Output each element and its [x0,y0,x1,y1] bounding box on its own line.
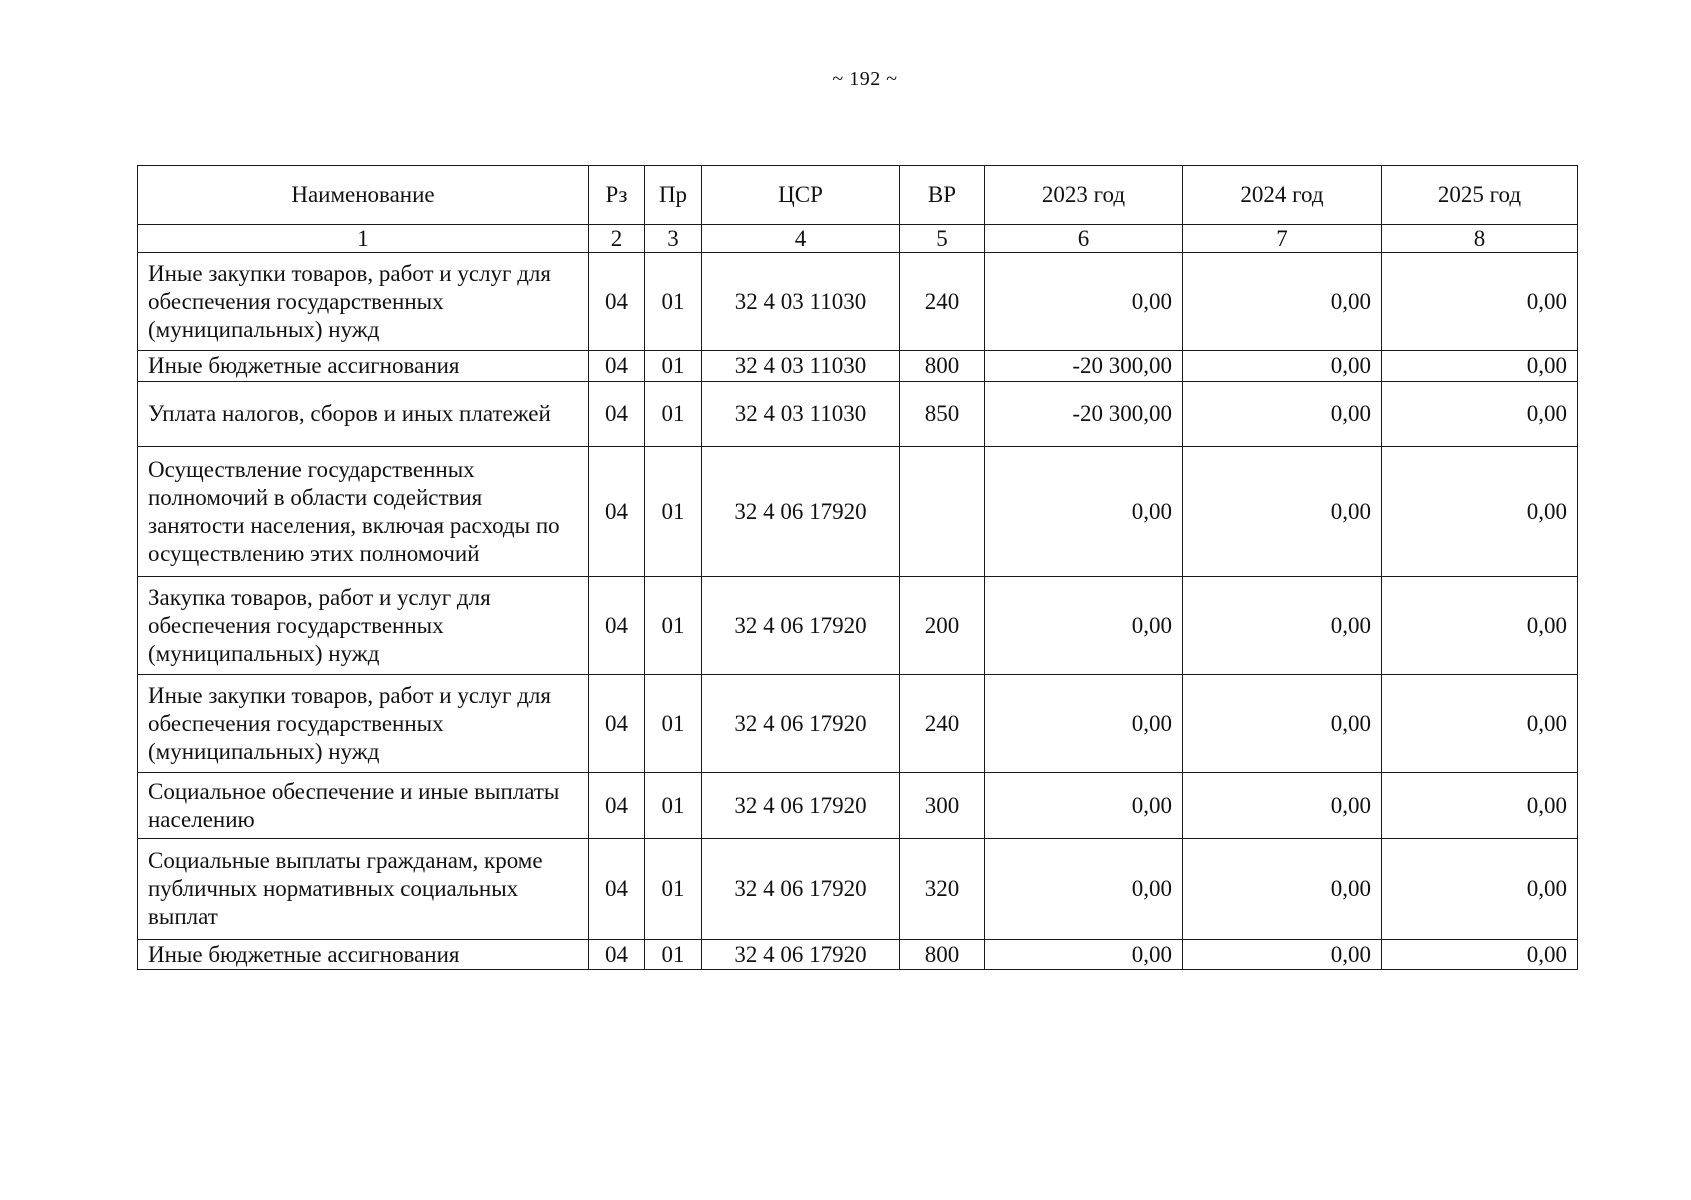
table-row [138,382,1578,447]
header-year-2023: 2023 год [985,166,1183,225]
row-rz: 04 [589,675,645,773]
row-name: Социальные выплаты гражданам, кроме публичных нормативных социальных выплат [138,839,589,940]
row-csr: 32 4 06 17920 [702,577,900,675]
row-rz: 04 [589,773,645,839]
row-csr: 32 4 03 11030 [702,351,900,382]
row-vr [900,447,985,577]
header-rz: Рз [589,166,645,225]
header-vr: ВР [900,166,985,225]
column-number: 3 [645,225,702,253]
row-csr: 32 4 06 17920 [702,839,900,940]
table-row [138,577,1578,675]
row-year-2024: 0,00 [1183,839,1382,940]
row-name: Иные закупки товаров, работ и услуг для обеспечения государственных (муниципальных) нужд [138,253,589,351]
row-year-2023: 0,00 [985,577,1183,675]
header-year-2025: 2025 год [1382,166,1578,225]
row-pr: 01 [645,351,702,382]
row-pr: 01 [645,447,702,577]
row-csr: 32 4 03 11030 [702,253,900,351]
table-row [138,253,1578,351]
header-year-2024: 2024 год [1183,166,1382,225]
row-year-2023: 0,00 [985,940,1183,970]
row-pr: 01 [645,253,702,351]
column-number: 6 [985,225,1183,253]
row-year-2023: 0,00 [985,447,1183,577]
column-number-row [138,225,1578,253]
column-number: 1 [138,225,589,253]
row-vr: 300 [900,773,985,839]
table-row [138,447,1578,577]
row-year-2024: 0,00 [1183,447,1382,577]
row-vr: 800 [900,940,985,970]
row-year-2023: 0,00 [985,839,1183,940]
row-name: Иные бюджетные ассигнования [138,940,589,970]
row-year-2023: 0,00 [985,253,1183,351]
row-rz: 04 [589,839,645,940]
row-year-2025: 0,00 [1382,351,1578,382]
row-name: Социальное обеспечение и иные выплаты населению [138,773,589,839]
table-row [138,940,1578,970]
row-csr: 32 4 03 11030 [702,382,900,447]
budget-table [137,165,1578,970]
row-year-2024: 0,00 [1183,773,1382,839]
column-number: 2 [589,225,645,253]
row-vr: 240 [900,253,985,351]
row-year-2025: 0,00 [1382,577,1578,675]
row-rz: 04 [589,940,645,970]
table-row [138,351,1578,382]
row-year-2024: 0,00 [1183,577,1382,675]
column-number: 4 [702,225,900,253]
row-rz: 04 [589,382,645,447]
row-vr: 200 [900,577,985,675]
row-name: Иные закупки товаров, работ и услуг для обеспечения государственных (муниципальных) нужд [138,675,589,773]
row-pr: 01 [645,382,702,447]
row-year-2025: 0,00 [1382,447,1578,577]
row-vr: 320 [900,839,985,940]
row-year-2025: 0,00 [1382,382,1578,447]
row-year-2024: 0,00 [1183,351,1382,382]
column-number: 7 [1183,225,1382,253]
column-number: 5 [900,225,985,253]
row-year-2023: 0,00 [985,675,1183,773]
row-vr: 850 [900,382,985,447]
row-csr: 32 4 06 17920 [702,675,900,773]
row-name: Осуществление государственных полномочий в области содействия занятости населения, включая расходы по осуществлению этих полномочий [138,447,589,577]
table-header-row [138,166,1578,225]
row-year-2024: 0,00 [1183,675,1382,773]
table-row [138,675,1578,773]
column-number: 8 [1382,225,1578,253]
row-name: Уплата налогов, сборов и иных платежей [138,382,589,447]
row-year-2023: 0,00 [985,773,1183,839]
header-csr: ЦСР [702,166,900,225]
row-year-2024: 0,00 [1183,253,1382,351]
row-pr: 01 [645,773,702,839]
table-row [138,839,1578,940]
row-pr: 01 [645,839,702,940]
row-rz: 04 [589,577,645,675]
row-pr: 01 [645,675,702,773]
table-row [138,773,1578,839]
row-year-2023: -20 300,00 [985,382,1183,447]
header-pr: Пр [645,166,702,225]
row-year-2024: 0,00 [1183,382,1382,447]
row-year-2025: 0,00 [1382,773,1578,839]
row-pr: 01 [645,940,702,970]
row-year-2023: -20 300,00 [985,351,1183,382]
row-year-2025: 0,00 [1382,253,1578,351]
row-pr: 01 [645,577,702,675]
row-year-2025: 0,00 [1382,675,1578,773]
row-vr: 240 [900,675,985,773]
row-vr: 800 [900,351,985,382]
row-name: Иные бюджетные ассигнования [138,351,589,382]
row-csr: 32 4 06 17920 [702,940,900,970]
row-year-2025: 0,00 [1382,940,1578,970]
row-name: Закупка товаров, работ и услуг для обеспечения государственных (муниципальных) нужд [138,577,589,675]
page-number: ~ 192 ~ [832,68,898,90]
row-rz: 04 [589,447,645,577]
row-csr: 32 4 06 17920 [702,773,900,839]
row-year-2024: 0,00 [1183,940,1382,970]
row-year-2025: 0,00 [1382,839,1578,940]
row-rz: 04 [589,253,645,351]
row-rz: 04 [589,351,645,382]
header-name: Наименование [138,166,589,225]
row-csr: 32 4 06 17920 [702,447,900,577]
